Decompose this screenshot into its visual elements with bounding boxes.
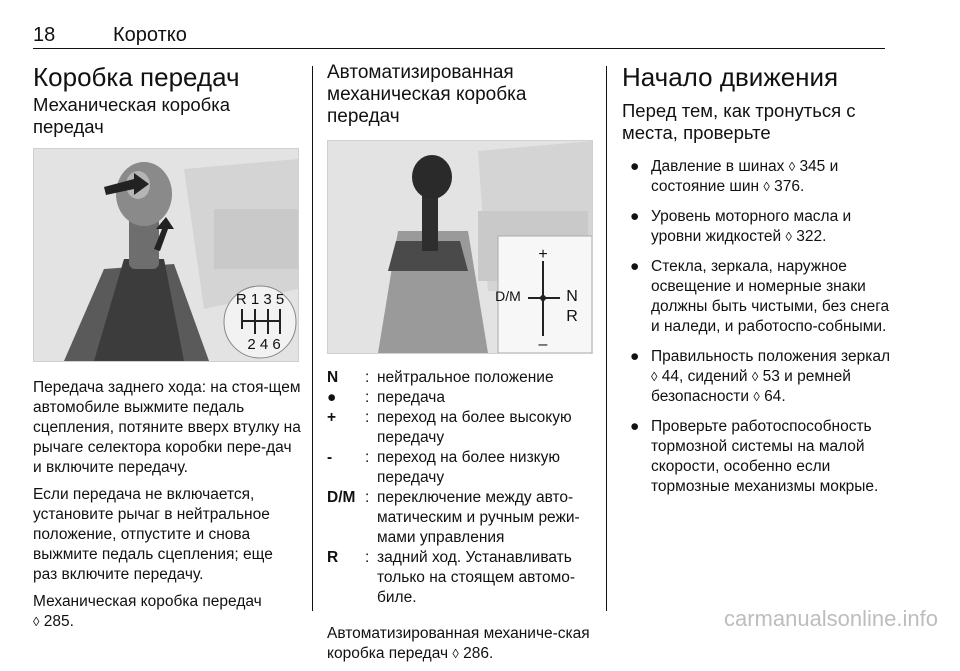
cross-reference[interactable]: Механическая коробка передач ◊ 285.: [33, 593, 262, 630]
n-label: N: [566, 288, 578, 305]
section-subtitle: Механическая коробка передач: [33, 94, 231, 137]
bullet-icon: ●: [630, 418, 640, 435]
dm-label: D/M: [495, 288, 521, 304]
reference-arrow-icon: ◊: [788, 159, 796, 174]
reference-arrow-icon: ◊: [651, 369, 658, 384]
bullet-icon: ●: [630, 348, 640, 365]
cross-reference[interactable]: Автоматизированная механиче-ская коробка передач ◊ 286.: [327, 625, 590, 662]
paragraph: Передача заднего хода: на стоя-щем автомобиле выжмите педаль сцепления, потяните вверх втулку на рычаге селектора коробки пере-дач и включите передачу.: [33, 379, 301, 476]
column-divider: [606, 66, 607, 611]
column-starting-off: [622, 62, 890, 507]
watermark: carmanualsonline.info: [723, 606, 938, 631]
plus-label: +: [538, 246, 548, 263]
manual-shifter-image: [33, 148, 299, 362]
checklist: [622, 157, 890, 497]
list-item: ● Проверьте работоспособность тормозной системы на малой скорости, особенно если тормозные механизмы мокрые.: [630, 418, 879, 495]
bullet-icon: ●: [630, 258, 640, 275]
column-manual-gearbox: [33, 62, 301, 639]
shift-pattern-bottom: 2 4 6: [247, 336, 281, 353]
reference-page: 286.: [463, 645, 494, 662]
section-subtitle: Автоматизированная механическая коробка передач: [327, 62, 527, 127]
section-title: Коробка передач: [33, 62, 240, 92]
minus-label: –: [538, 336, 548, 353]
paragraph: Если передача не включается, установите рычаг в нейтральное положение, отпустите и снова выжмите педаль сцепления; еще раз включите передачу.: [33, 486, 273, 583]
reference-arrow-icon: ◊: [785, 229, 792, 244]
legend: [327, 368, 595, 608]
column-automated-gearbox: [327, 62, 595, 671]
list-item: ● Правильность положения зеркал ◊ 44, сидений ◊ 53 и ремней безопасности ◊ 64.: [630, 348, 891, 405]
list-item: ● Давление в шинах ◊ 345 и состояние шин ◊ 376.: [630, 158, 839, 195]
r-label: R: [566, 308, 578, 325]
legend-row: D/M : переключение между авто-матическим и ручным режи-мами управления: [327, 489, 580, 546]
legend-row: ● : передача: [327, 389, 445, 406]
section-title: Начало движения: [622, 62, 839, 92]
reference-arrow-icon: ◊: [753, 389, 760, 404]
reference-arrow-icon: ◊: [751, 369, 759, 384]
reference-arrow-icon: ◊: [763, 179, 770, 194]
page-number: 18: [33, 24, 56, 46]
reference-page: 285.: [43, 613, 74, 630]
bullet-icon: ●: [630, 158, 640, 175]
running-title: Коротко: [113, 24, 187, 46]
reference-arrow-icon: ◊: [452, 646, 459, 661]
legend-row: R : задний ход. Устанавливать только на стоящем автомо-биле.: [327, 549, 576, 606]
legend-row: - : переход на более низкую передачу: [327, 449, 561, 486]
section-subtitle: Перед тем, как тронуться с места, проверьте: [622, 100, 856, 143]
shift-pattern-top: R 1 3 5: [235, 291, 285, 308]
automated-shifter-illustration: [328, 141, 592, 353]
bullet-icon: ●: [630, 208, 640, 225]
list-item: ● Уровень моторного масла и уровни жидкостей ◊ 322.: [630, 208, 852, 245]
manual-shifter-illustration: [34, 149, 298, 361]
list-item: ● Стекла, зеркала, наружное освещение и номерные знаки должны быть чистыми, без снега и наледи, и работоспо-собными.: [630, 258, 890, 335]
automated-shifter-image: [327, 140, 593, 354]
legend-row: + : переход на более высокую передачу: [327, 409, 572, 446]
legend-row: N : нейтральное положение: [327, 369, 554, 386]
column-divider: [312, 66, 313, 611]
page-header: [33, 24, 885, 49]
reference-arrow-icon: ◊: [33, 614, 40, 629]
